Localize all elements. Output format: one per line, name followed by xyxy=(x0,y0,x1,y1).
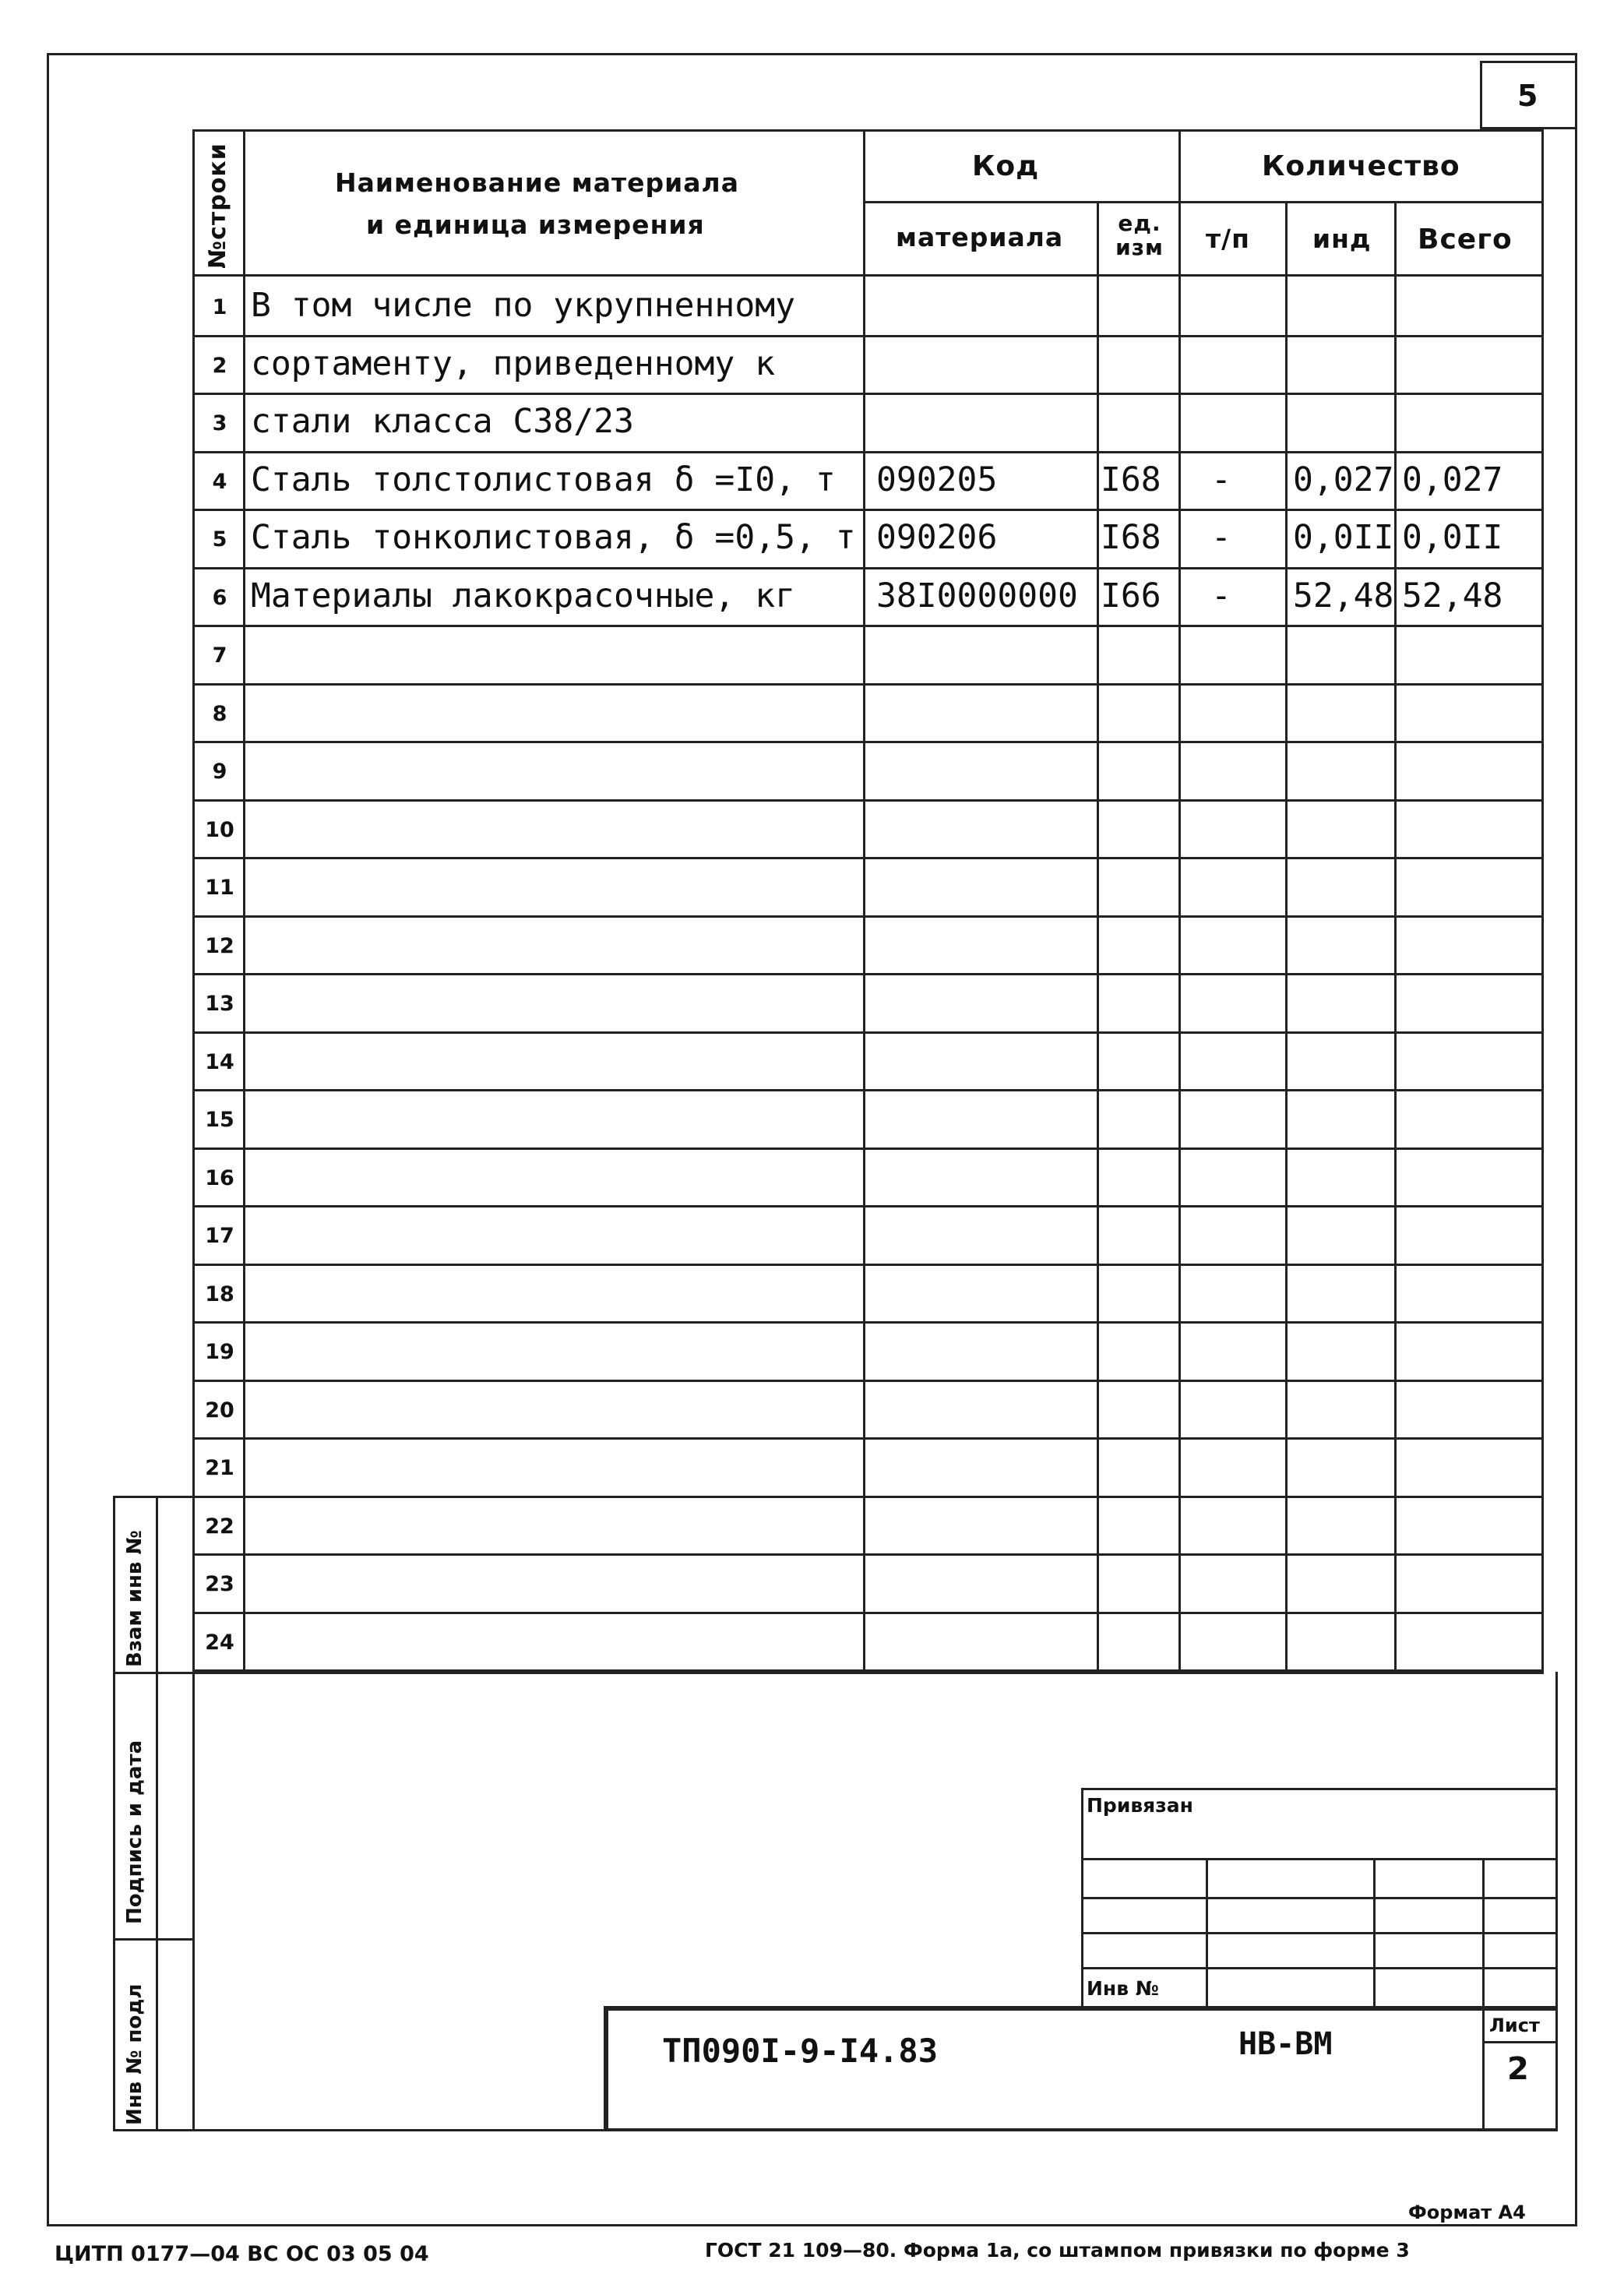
row-cell-total: 0,027 xyxy=(1402,460,1503,499)
row-cell-code: 090206 xyxy=(876,518,998,557)
side-sep-2 xyxy=(113,1938,192,1941)
row-number: 6 xyxy=(212,586,227,610)
row-cell-name: Материалы лакокрасочные, кг xyxy=(251,576,795,615)
row-line xyxy=(192,335,1544,337)
row-cell-total: 52,48 xyxy=(1402,576,1503,615)
bottom-block-left xyxy=(192,1672,195,2131)
col-line-4 xyxy=(1178,129,1181,1672)
row-cell-unit: I66 xyxy=(1101,576,1161,615)
header-bottom-line xyxy=(192,274,1544,277)
row-number: 15 xyxy=(205,1108,234,1132)
row-number: 22 xyxy=(205,1514,234,1539)
row-number: 9 xyxy=(212,760,227,784)
stamp-inv-no-label: Инв № xyxy=(1087,1977,1159,2000)
col-line-2 xyxy=(863,129,865,1672)
header-qty-tp: т/п xyxy=(1206,224,1250,254)
header-mid-line-code xyxy=(863,201,1178,203)
row-cell-ind: 52,48 xyxy=(1293,576,1394,615)
row-cell-name: Сталь тонколистовая, δ =0,5, т xyxy=(251,518,856,557)
footer-left: ЦИТП 0177—04 ВС ОС 03 05 04 xyxy=(55,2242,429,2266)
row-line xyxy=(192,683,1544,686)
row-number: 20 xyxy=(205,1398,234,1422)
stamp-list-vline xyxy=(1482,2008,1485,2131)
col-line-5 xyxy=(1285,201,1288,1672)
row-number: 23 xyxy=(205,1572,234,1596)
stamp-list-label: Лист xyxy=(1489,2015,1540,2036)
row-line xyxy=(192,509,1544,511)
row-line xyxy=(192,567,1544,569)
row-number: 2 xyxy=(212,354,227,378)
stamp-list-value: 2 xyxy=(1507,2051,1529,2087)
side-col-left xyxy=(113,1496,115,2131)
row-cell-code: 090205 xyxy=(876,460,998,499)
row-line xyxy=(192,1496,1544,1498)
stamp-priv-vline-3 xyxy=(1482,1858,1485,2010)
stamp-priv-vline-1 xyxy=(1206,1858,1208,2010)
col-line-1 xyxy=(243,129,245,1672)
stamp-list-hline xyxy=(1482,2041,1558,2043)
row-cell-name: В том числе по укрупненному xyxy=(251,286,795,325)
row-cell-unit: I68 xyxy=(1101,518,1161,557)
row-number: 19 xyxy=(205,1340,234,1364)
row-number: 17 xyxy=(205,1224,234,1248)
row-line xyxy=(192,741,1544,743)
row-number: 12 xyxy=(205,934,234,958)
row-cell-name: сортаменту, приведенному к xyxy=(251,344,776,383)
header-name-line1: Наименование материала xyxy=(335,167,739,198)
row-number: 7 xyxy=(212,643,227,668)
stamp-priv-line-3 xyxy=(1081,1932,1558,1934)
row-number: 3 xyxy=(212,411,227,435)
row-number: 14 xyxy=(205,1050,234,1074)
row-cell-tp: - xyxy=(1211,518,1231,557)
stamp-privyazan-label: Привязан xyxy=(1087,1794,1193,1817)
row-number: 16 xyxy=(205,1166,234,1190)
header-qty-ind: инд xyxy=(1312,224,1372,254)
row-line xyxy=(192,857,1544,859)
row-line xyxy=(192,1031,1544,1034)
side-label-inv: Инв № подл xyxy=(123,1983,146,2125)
row-cell-code: 38I0000000 xyxy=(876,576,1078,615)
header-code: Код xyxy=(972,150,1040,182)
row-line xyxy=(192,1264,1544,1266)
row-line xyxy=(192,1205,1544,1207)
stamp-doc-code: ТП090I-9-I4.83 xyxy=(662,2032,939,2070)
header-code-unit: ед. изм xyxy=(1115,210,1164,260)
row-cell-total: 0,0II xyxy=(1402,518,1503,557)
row-number: 13 xyxy=(205,992,234,1016)
row-number: 11 xyxy=(205,876,234,900)
row-number: 5 xyxy=(212,527,227,552)
stamp-priv-line-4 xyxy=(1081,1967,1558,1969)
row-number: 4 xyxy=(212,470,227,494)
header-mid-line-qty xyxy=(1178,201,1544,203)
row-line xyxy=(192,1321,1544,1324)
row-number: 21 xyxy=(205,1456,234,1480)
row-line xyxy=(192,451,1544,453)
row-line xyxy=(192,1089,1544,1091)
page-number: 5 xyxy=(1517,79,1538,113)
col-line-3 xyxy=(1097,201,1099,1672)
footer-format: Формат А4 xyxy=(1408,2202,1526,2223)
header-row-no: №строки xyxy=(204,143,231,269)
header-name-line2: и единица измерения xyxy=(366,210,705,240)
stamp-priv-vline-2 xyxy=(1373,1858,1376,2010)
row-cell-tp: - xyxy=(1211,460,1231,499)
row-cell-name: стали класса С38/23 xyxy=(251,402,634,441)
header-qty-total: Всего xyxy=(1418,224,1513,256)
header-code-material: материала xyxy=(896,222,1064,252)
side-sep-1 xyxy=(113,1672,1544,1674)
stamp-section: НВ-ВМ xyxy=(1238,2026,1333,2062)
side-col-right xyxy=(156,1496,158,2131)
header-quantity: Количество xyxy=(1262,150,1460,182)
row-cell-tp: - xyxy=(1211,576,1231,615)
row-cell-unit: I68 xyxy=(1101,460,1161,499)
row-line xyxy=(192,393,1544,395)
row-number: 24 xyxy=(205,1630,234,1655)
row-cell-ind: 0,0II xyxy=(1293,518,1394,557)
footer-right: ГОСТ 21 109—80. Форма 1а, со штампом привязки по форме 3 xyxy=(705,2239,1410,2262)
row-line xyxy=(192,915,1544,918)
side-label-podpis: Подпись и дата xyxy=(123,1740,146,1924)
row-line xyxy=(192,1612,1544,1614)
row-number: 10 xyxy=(205,818,234,842)
row-cell-ind: 0,027 xyxy=(1293,460,1394,499)
row-number: 18 xyxy=(205,1282,234,1306)
row-number: 8 xyxy=(212,702,227,726)
row-line xyxy=(192,799,1544,802)
side-label-vzam: Взам инв № xyxy=(123,1530,146,1667)
row-line xyxy=(192,1148,1544,1150)
row-line xyxy=(192,973,1544,975)
row-line xyxy=(192,1437,1544,1440)
row-line xyxy=(192,1553,1544,1556)
stamp-priv-line-2 xyxy=(1081,1897,1558,1899)
row-number: 1 xyxy=(212,295,227,319)
side-top xyxy=(113,1496,192,1498)
row-cell-name: Сталь толстолистовая δ =I0, т xyxy=(251,460,836,499)
col-line-6 xyxy=(1394,201,1397,1672)
row-line xyxy=(192,625,1544,627)
stamp-priv-line-1 xyxy=(1081,1858,1558,1860)
row-line xyxy=(192,1380,1544,1382)
